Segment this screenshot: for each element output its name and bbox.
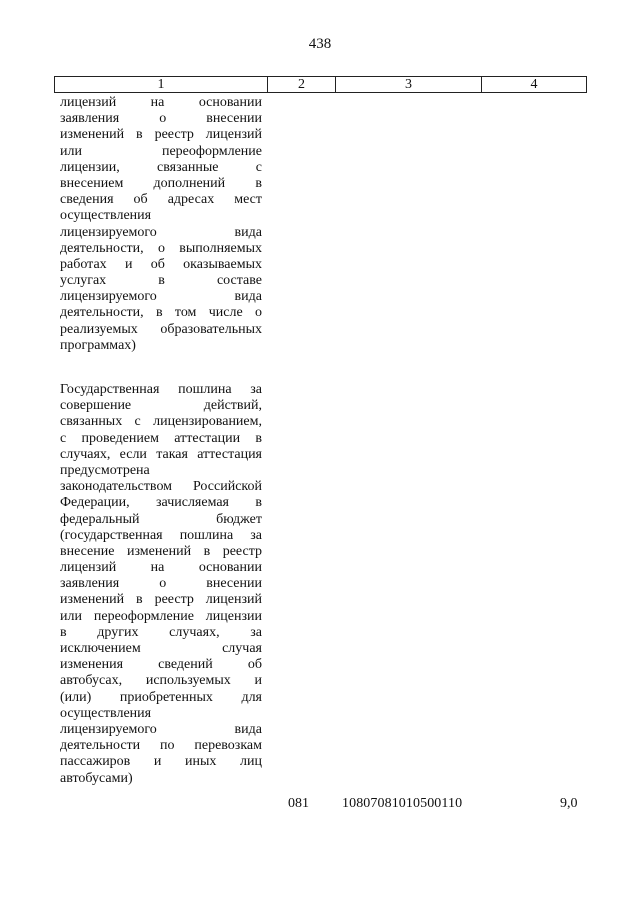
text-line: изменений в реестр лицензий	[60, 592, 262, 608]
text-line: связанных с лицензированием,	[60, 414, 262, 430]
table-header-col-1: 1	[55, 77, 268, 92]
text-line: федеральный бюджет	[60, 511, 262, 527]
text-line: лицензируемого вида	[60, 721, 262, 737]
text-line: лицензий на основании	[60, 95, 262, 110]
budget-classification-code: 10807081010500110	[342, 796, 463, 811]
text-line: реализуемых образовательных	[60, 321, 262, 337]
text-line: или переоформление	[60, 143, 262, 159]
table-header-col-4: 4	[530, 77, 538, 92]
page-number: 438	[308, 36, 332, 52]
text-line: лицензируемого вида	[60, 289, 262, 305]
text-line: деятельности, в том числе о	[60, 305, 262, 321]
text-line: деятельности по перевозкам	[60, 738, 262, 754]
table-header-col-2: 2	[268, 77, 336, 92]
text-line: осуществления	[60, 705, 152, 721]
text-line: пассажиров и иных лиц	[60, 754, 262, 770]
description-continuation	[60, 95, 262, 354]
text-line: деятельности, о выполняемых	[60, 240, 262, 256]
amount-value: 9,0	[560, 796, 578, 811]
text-line: в других случаях, за	[60, 624, 262, 640]
text-line: лицензии, связанные с	[60, 159, 262, 175]
text-line: или переоформление лицензии	[60, 608, 262, 624]
text-line: исключением случая	[60, 641, 262, 656]
text-line: лицензируемого вида	[60, 224, 262, 240]
text-line: (государственная пошлина за	[60, 527, 262, 543]
text-line: заявления о внесении	[60, 576, 262, 592]
text-line: Государственная пошлина за	[60, 382, 262, 397]
text-line: программах)	[60, 337, 136, 353]
text-line: услугах в составе	[60, 273, 262, 289]
administrator-code: 081	[288, 796, 309, 811]
text-line: автобусами)	[60, 770, 133, 786]
text-line: предусмотрена	[60, 462, 150, 478]
text-line: внесением дополнений в	[60, 175, 262, 191]
text-line: работах и об оказываемых	[60, 256, 262, 272]
text-line: Федерации, зачисляемая в	[60, 495, 262, 511]
text-line: совершение действий,	[60, 398, 262, 414]
table-header-row	[54, 76, 587, 93]
text-line: (или) приобретенных для	[60, 689, 262, 705]
text-line: внесение изменений в реестр	[60, 543, 262, 559]
text-line: законодательством Российской	[60, 479, 262, 495]
text-line: автобусах, используемых и	[60, 673, 262, 689]
text-line: сведения об адресах мест	[60, 192, 262, 208]
text-line: изменения сведений об	[60, 657, 262, 673]
text-line: лицензий на основании	[60, 560, 262, 576]
table-header-col-3: 3	[336, 77, 482, 92]
text-line: изменений в реестр лицензий	[60, 127, 262, 143]
text-line: осуществления	[60, 208, 152, 224]
text-line: заявления о внесении	[60, 111, 262, 127]
text-line: случаях, если такая аттестация	[60, 446, 262, 462]
text-line: с проведением аттестации в	[60, 430, 262, 446]
fee-description	[60, 382, 262, 787]
